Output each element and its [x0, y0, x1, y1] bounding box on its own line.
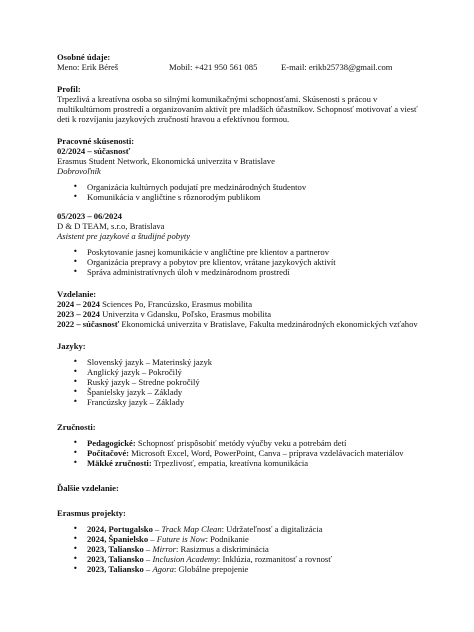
list-item: • Komunikácia v angličtine s rôznorodým publikom: [87, 192, 419, 202]
name-text: Meno: Erik Béreš: [57, 62, 119, 72]
education-dates: 2024 – 2024: [57, 299, 100, 309]
job-duties-list: [57, 182, 419, 202]
personal-row: [57, 62, 419, 72]
list-item: [87, 564, 419, 574]
phone-text: Mobil: +421 950 561 085: [169, 62, 258, 72]
languages-list: [57, 357, 419, 407]
profile-heading: Profil:: [57, 84, 81, 94]
list-item: [87, 534, 419, 544]
education-entry: [57, 309, 419, 319]
education-text: Univerzita v Gdansku, Poľsko, Erasmus mobilita: [99, 309, 272, 319]
project-rest: : Podnikanie: [205, 534, 249, 544]
personal-heading: Osobné údaje:: [57, 52, 111, 62]
project-title: Inclusion Academy: [152, 554, 218, 564]
skills-list: [57, 438, 419, 468]
list-item: [87, 438, 419, 448]
project-title: Future is Now: [156, 534, 206, 544]
job-role: Asistent pre jazykové a študijné pobyty: [57, 231, 191, 241]
list-item: [87, 524, 419, 534]
languages-heading: Jazyky:: [57, 341, 86, 351]
list-item: • Ruský jazyk – Stredne pokročilý: [87, 377, 419, 387]
skill-label: Počítačové:: [87, 448, 129, 458]
further-education-heading: Ďalšie vzdelanie:: [57, 483, 119, 493]
skill-text: Schopnosť prispôsobiť metódy výučby veku a potrebám detí: [135, 438, 347, 448]
job-employer: D & D TEAM, s.r.o, Bratislava: [57, 221, 165, 231]
project-rest: : Rasizmus a diskriminácia: [176, 544, 269, 554]
list-item: [87, 458, 419, 468]
job-dates: 02/2024 – súčasnosť: [57, 146, 131, 156]
project-sep: –: [152, 524, 162, 534]
project-sep: –: [143, 554, 153, 564]
list-item: [87, 544, 419, 554]
education-dates: 2023 – 2024: [57, 309, 100, 319]
education-entry: [57, 299, 419, 309]
job-employer: Erasmus Student Network, Ekonomická univerzita v Bratislave: [57, 156, 275, 166]
project-title: Track Map Clean: [161, 524, 222, 534]
skill-label: Pedagogické:: [87, 438, 136, 448]
skill-text: Microsoft Excel, Word, PowerPoint, Canva – príprava vzdelávacích materiálov: [129, 448, 404, 458]
list-item: • Poskytovanie jasnej komunikácie v angličtine pre klientov a partnerov: [87, 247, 419, 257]
project-label: 2024, Portugalsko: [87, 524, 153, 534]
list-item: • Francúzsky jazyk – Základy: [87, 397, 419, 407]
profile-text: Trpezlivá a kreatívna osoba so silnými komunikačnými schopnosťami. Skúsenosti s prácou v multikultúrnom prostredí a organizovaním aktivít pre mladších účastníkov. Schopnosť motivovať a viesť deti k rozvíjaniu jazykových zručností hravou a efektívnou formou.: [57, 94, 418, 124]
project-label: 2023, Taliansko: [87, 554, 144, 564]
project-rest: : Globálne prepojenie: [173, 564, 249, 574]
erasmus-list: [57, 524, 419, 574]
project-title: Mirror: [152, 544, 176, 554]
list-item: • Anglický jazyk – Pokročilý: [87, 367, 419, 377]
list-item: • Slovenský jazyk – Materinský jazyk: [87, 357, 419, 367]
project-sep: –: [143, 544, 153, 554]
resume-content: [57, 52, 419, 574]
project-rest: : Udržateľnosť a digitalizácia: [221, 524, 323, 534]
project-rest: : Inklúzia, rozmanitosť a rovnosť: [217, 554, 332, 564]
email-text: E-mail: erikb25738@gmail.com: [281, 62, 393, 72]
education-text: Ekonomická univerzita v Bratislave, Fakulta medzinárodných ekonomických vzťahov: [119, 319, 418, 329]
project-sep: –: [143, 564, 153, 574]
skill-text: Trpezlivosť, empatia, kreatívna komunikácia: [151, 458, 309, 468]
education-text: Sciences Po, Francúzsko, Erasmus mobilita: [99, 299, 253, 309]
job-duties-list: [57, 247, 419, 277]
list-item: [87, 554, 419, 564]
job-role: Dobrovoľník: [57, 166, 101, 176]
project-title: Agora: [152, 564, 174, 574]
job-dates: 05/2023 – 06/2024: [57, 211, 122, 221]
skill-label: Mäkké zručnosti:: [87, 458, 152, 468]
list-item: • Organizácia prepravy a pobytov pre klientov, vrátane jazykových aktivít: [87, 257, 419, 267]
list-item: [87, 448, 419, 458]
experience-heading: Pracovné skúsenosti:: [57, 136, 135, 146]
skills-heading: Zručnosti:: [57, 422, 96, 432]
list-item: • Organizácia kultúrnych podujatí pre medzinárodných študentov: [87, 182, 419, 192]
education-heading: Vzdelanie:: [57, 289, 97, 299]
list-item: • Správa administratívnych úloh v medzinárodnom prostredí: [87, 267, 419, 277]
education-entry: [57, 319, 419, 329]
erasmus-heading: Erasmus projekty:: [57, 508, 126, 518]
list-item: • Španielsky jazyk – Základy: [87, 387, 419, 397]
project-label: 2023, Taliansko: [87, 564, 144, 574]
project-label: 2023, Taliansko: [87, 544, 144, 554]
education-dates: 2022 – súčasnosť: [57, 319, 120, 329]
project-label: 2024, Španielsko: [87, 534, 149, 544]
project-sep: –: [148, 534, 157, 544]
